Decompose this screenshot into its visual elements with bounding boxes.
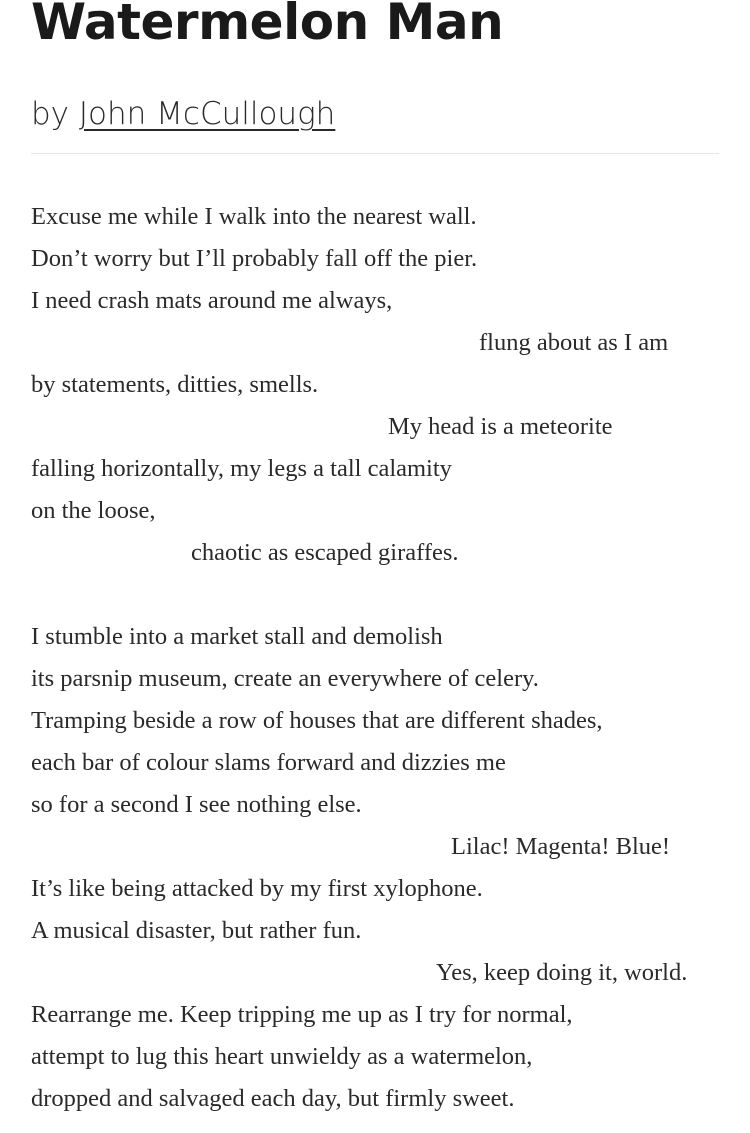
poem-title: Watermelon Man <box>31 0 504 51</box>
poem-line: Don’t worry but I’ll probably fall off the pier. <box>31 245 478 272</box>
stanza-break <box>31 574 731 616</box>
poem-line: A musical disaster, but rather fun. <box>31 917 362 944</box>
poem-line: Tramping beside a row of houses that are different shades, <box>31 707 603 734</box>
poem-line: My head is a meteorite <box>388 413 613 440</box>
stanza-1 <box>31 196 731 574</box>
stanza-2 <box>31 616 731 1120</box>
author-link[interactable]: John McCullough <box>78 96 336 132</box>
poem-line: by statements, ditties, smells. <box>31 371 319 398</box>
byline-prefix: by <box>31 96 70 132</box>
poem-line: its parsnip museum, create an everywhere of celery. <box>31 665 539 692</box>
byline <box>31 92 335 136</box>
poem-line: Yes, keep doing it, world. <box>436 959 688 986</box>
poem-body <box>31 196 731 1120</box>
poem-line: Excuse me while I walk into the nearest wall. <box>31 203 477 230</box>
poem-line: each bar of colour slams forward and dizzies me <box>31 749 506 776</box>
poem-line: Lilac! Magenta! Blue! <box>451 833 671 860</box>
poem-line: dropped and salvaged each day, but firmly sweet. <box>31 1085 515 1112</box>
poem-line: I need crash mats around me always, <box>31 287 393 314</box>
poem-line: on the loose, <box>31 497 156 524</box>
poem-line: attempt to lug this heart unwieldy as a watermelon, <box>31 1043 533 1070</box>
poem-line: so for a second I see nothing else. <box>31 791 362 818</box>
poem-line: Rearrange me. Keep tripping me up as I try for normal, <box>31 1001 573 1028</box>
poem-line: falling horizontally, my legs a tall calamity <box>31 455 452 482</box>
divider <box>31 153 719 154</box>
poem-line: It’s like being attacked by my first xylophone. <box>31 875 483 902</box>
poem-line: chaotic as escaped giraffes. <box>191 539 459 566</box>
poem-line: flung about as I am <box>479 329 669 356</box>
poem-line: I stumble into a market stall and demolish <box>31 623 443 650</box>
